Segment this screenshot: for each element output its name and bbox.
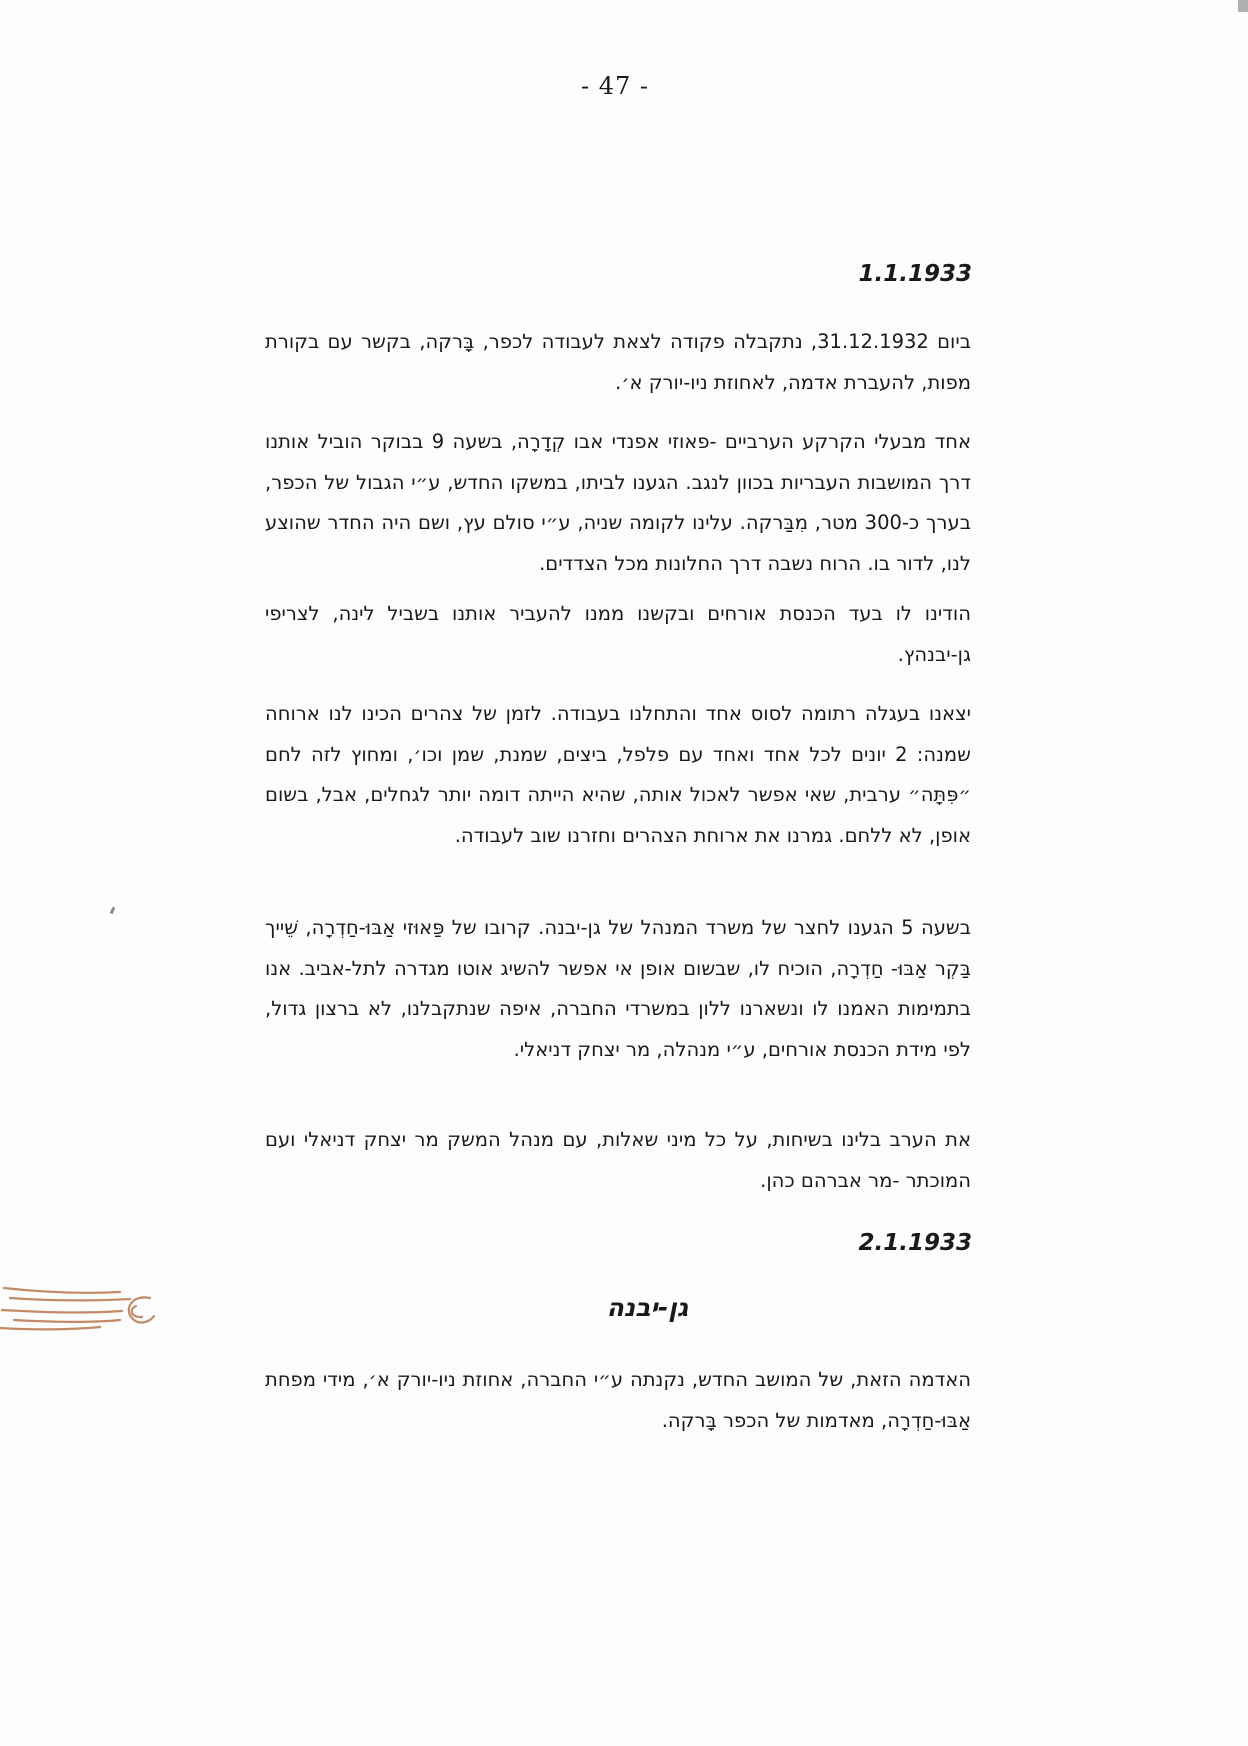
entry-date: 2.1.1933 bbox=[858, 1230, 972, 1256]
page-number: - 47 - bbox=[580, 72, 649, 100]
paragraph: ביום 31.12.1932, נתקבלה פקודה לצאת לעבודה לכפר, בָּרקה, בקשר עם בקורת מפות, להעברת אדמה, לאחוזת ניו-יורק א׳. bbox=[265, 330, 971, 394]
paragraph: יצאנו בעגלה רתומה לסוס אחד והתחלנו בעבודה. לזמן של צהרים הכינו לנו ארוחה שמנה: 2 יונים לכל אחד ואחד עם פלפל, ביצים, שמנת, שמן וכו׳, ומחוץ לזה לחם ״פִּתָּה״ ערבית, שאי אפשר לאכול אותה, שהיא הייתה דומה יותר לגחלים, אבל, בשום אופן, לא ללחם. גמרנו את ארוחת הצהרים וחזרנו שוב לעבודה. bbox=[265, 702, 971, 847]
section-heading: גן-יבנה bbox=[606, 1293, 688, 1322]
paragraph: בשעה 5 הגענו לחצר של משרד המנהל של גן-יבנה. קרובו של פַּאוּזי אַבּוּ-חַדְרָה, שֵׁייך בַּקְר אַבּוּ- חַדְרָה, הוכיח לו, שבשום אופן אי אפשר להשיג אוטו מגדרה לתל-אביב. אנו בתמימות האמנו לו ונשארנו ללון במשרדי החברה, איפה שנתקבלנו, לא ברצון גדול, לפי מידת הכנסת אורחים, ע״י מנהלה, מר יצחק דניאלי. bbox=[265, 916, 971, 1061]
paragraph: אחד מבעלי הקרקע הערביים -פאוזי אפנדי אבו קְדָרָה, בשעה 9 בבוקר הוביל אותנו דרך המושבות העבריות בכוון לנגב. הגענו לביתו, במשקו החדש, ע״י הגבול של הכפר, בערך כ-300 מטר, מִבַּרקה. עלינו לקומה שניה, ע״י סולם עץ, ושם היה החדר שהוצע לנו, לדור בו. הרוח נשבה דרך החלונות מכל הצדדים. bbox=[265, 430, 971, 575]
paragraph: האדמה הזאת, של המושב החדש, נקנתה ע״י החברה, אחוזת ניו-יורק א׳, מידי מפחת אַבּוּ-חַדְרָה, מאדמות של הכפר בָּרקה. bbox=[265, 1368, 971, 1432]
paper-speck bbox=[110, 907, 116, 915]
ink-smudge-mark bbox=[0, 1270, 200, 1350]
entry-date: 1.1.1933 bbox=[858, 261, 972, 287]
paragraph: הודינו לו בעד הכנסת אורחים ובקשנו ממנו להעביר אותנו בשביל לינה, לצריפי גן-יבנהץ. bbox=[265, 602, 971, 666]
paragraph: את הערב בלינו בשיחות, על כל מיני שאלות, עם מנהל המשק מר יצחק דניאלי ועם המוכתר -מר אברהם כהן. bbox=[265, 1128, 971, 1192]
binding-mark bbox=[1238, 0, 1248, 12]
